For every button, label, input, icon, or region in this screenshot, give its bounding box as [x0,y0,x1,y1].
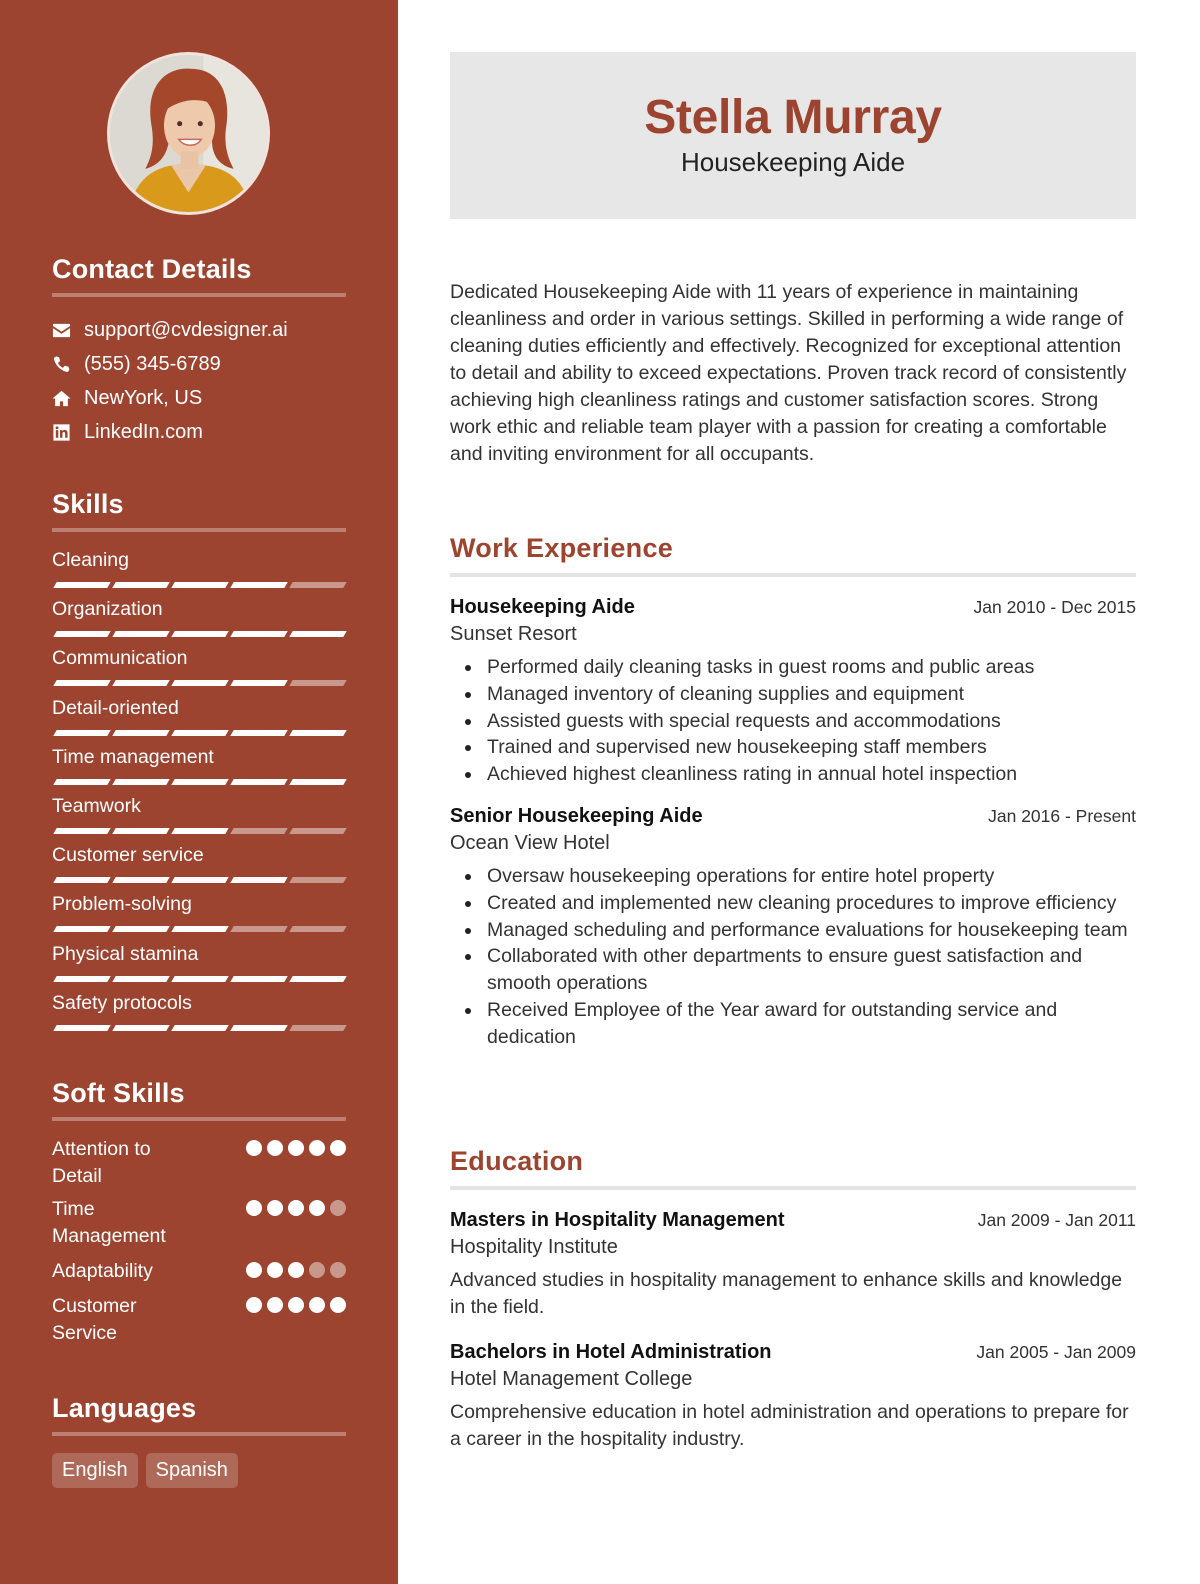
skill-label: Time management [52,745,214,768]
skill-segment-empty [289,1025,346,1031]
languages-section [52,1392,346,1488]
skill-segment-filled [53,1025,110,1031]
job-bullet: Managed inventory of cleaning supplies and equipment [450,681,1136,708]
skill-segment-filled [53,582,110,588]
rating-dot-filled [288,1297,304,1313]
skill-segment-filled [171,828,228,834]
home-icon [52,389,84,408]
skill-segment-filled [230,680,287,686]
skill-segment-filled [289,631,346,637]
soft-skill-label: Time Management [52,1198,166,1247]
contact-phone-text: (555) 345-6789 [84,352,221,375]
job-bullet: Managed scheduling and performance evaluations for housekeeping team [450,917,1136,944]
skill-segment-filled [112,976,169,982]
profile-photo-illustration [110,55,267,212]
job-entry [450,803,1136,1051]
education-entry [450,1339,1136,1453]
skill-segment-filled [53,631,110,637]
rating-dot-filled [246,1297,262,1313]
rating-dot-filled [267,1140,283,1156]
skill-segment-filled [112,631,169,637]
job-bullet: Created and implemented new cleaning procedures to improve efficiency [450,890,1136,917]
skill-segment-filled [230,877,287,883]
job-company: Sunset Resort [450,623,577,645]
skill-segment-filled [171,582,228,588]
job-entry [450,594,1136,788]
rating-dot-filled [267,1200,283,1216]
education-section [450,1145,1136,1453]
skill-segment-filled [112,680,169,686]
education-description: Comprehensive education in hotel administration and operations to prepare for a career in the hospitality industry. [450,1401,1129,1450]
skill-bar [53,631,347,637]
skill-item [52,839,346,888]
contact-location-text: NewYork, US [84,386,203,409]
envelope-icon [52,321,84,340]
skill-segment-empty [289,828,346,834]
rating-dot-filled [330,1297,346,1313]
soft-skill-rating [246,1200,346,1216]
skill-segment-filled [112,582,169,588]
skill-label: Problem-solving [52,893,192,916]
job-bullet: Performed daily cleaning tasks in guest rooms and public areas [450,654,1136,681]
skill-item [52,888,346,937]
job-dates: Jan 2016 - Present [988,805,1136,826]
education-school: Hotel Management College [450,1368,693,1390]
skill-segment-filled [230,631,287,637]
skill-segment-filled [112,877,169,883]
skill-item [52,544,346,593]
skill-label: Organization [52,598,163,621]
skill-segment-filled [230,976,287,982]
language-chip: Spanish [146,1453,238,1488]
skill-segment-empty [289,582,346,588]
soft-skills-title: Soft Skills [52,1077,346,1121]
rating-dot-filled [309,1297,325,1313]
rating-dot-filled [309,1140,325,1156]
job-bullet: Assisted guests with special requests and accommodations [450,708,1136,735]
skills-title: Skills [52,488,346,532]
job-title: Housekeeping Aide [450,596,635,618]
contact-list [52,313,346,449]
skill-item [52,692,346,741]
resume-header [450,52,1136,219]
rating-dot-filled [309,1200,325,1216]
skills-list [52,544,346,1036]
skill-segment-filled [53,730,110,736]
skill-segment-filled [230,730,287,736]
skill-segment-filled [230,779,287,785]
skill-segment-filled [230,1025,287,1031]
skill-segment-filled [112,779,169,785]
job-bullet: Collaborated with other departments to ensure guest satisfaction and smooth operations [450,943,1136,997]
skill-bar [53,926,347,932]
education-degree: Bachelors in Hotel Administration [450,1341,772,1363]
skill-segment-empty [230,926,287,932]
rating-dot-empty [330,1200,346,1216]
skill-segment-filled [53,779,110,785]
languages-list [52,1453,346,1488]
skill-label: Customer service [52,844,204,867]
skill-segment-filled [171,877,228,883]
skill-segment-filled [171,779,228,785]
soft-skill-item [52,1196,346,1258]
rating-dot-filled [288,1262,304,1278]
contact-section [52,253,346,449]
language-chip: English [52,1453,138,1488]
skill-segment-filled [112,1025,169,1031]
education-entry [450,1207,1136,1321]
skill-item [52,938,346,987]
rating-dot-empty [330,1262,346,1278]
contact-phone[interactable] [52,347,346,381]
job-bullets [450,863,1136,1051]
soft-skills-list [52,1136,346,1353]
skill-segment-filled [171,976,228,982]
profile-photo [107,52,270,215]
skill-item [52,741,346,790]
skill-segment-filled [171,1025,228,1031]
job-bullets [450,654,1136,788]
education-dates: Jan 2005 - Jan 2009 [976,1342,1136,1362]
contact-location [52,381,346,415]
skill-segment-filled [230,582,287,588]
skills-section [52,488,346,1036]
linkedin-icon [52,423,84,442]
job-bullet: Oversaw housekeeping operations for entire hotel property [450,863,1136,890]
job-dates: Jan 2010 - Dec 2015 [973,597,1136,617]
soft-skill-rating [246,1262,346,1278]
skill-segment-filled [171,631,228,637]
job-bullet: Achieved highest cleanliness rating in annual hotel inspection [450,761,1136,788]
skill-segment-filled [171,730,228,736]
rating-dot-filled [330,1140,346,1156]
job-company: Ocean View Hotel [450,831,610,854]
soft-skill-item [52,1293,346,1353]
soft-skill-label: Attention to Detail [52,1138,151,1187]
soft-skill-rating [246,1140,346,1156]
work-section [450,532,1136,1051]
skill-segment-filled [171,680,228,686]
education-school: Hospitality Institute [450,1236,618,1258]
skill-label: Detail-oriented [52,696,179,719]
skill-segment-filled [53,680,110,686]
soft-skill-rating [246,1297,346,1313]
contact-linkedin-text: LinkedIn.com [84,420,203,443]
skill-bar [53,680,347,686]
soft-skill-label: Adaptability [52,1260,153,1282]
soft-skills-section [52,1077,346,1353]
rating-dot-filled [267,1297,283,1313]
skill-segment-empty [289,680,346,686]
skill-segment-filled [112,926,169,932]
rating-dot-filled [246,1200,262,1216]
skill-label: Teamwork [52,794,141,817]
skill-segment-filled [289,976,346,982]
skill-segment-filled [53,828,110,834]
skill-bar [53,877,347,883]
skill-segment-filled [171,926,228,932]
education-title: Education [450,1145,1136,1190]
candidate-title: Housekeeping Aide [680,147,906,177]
skill-segment-empty [289,926,346,932]
languages-title: Languages [52,1392,346,1436]
skill-item [52,790,346,839]
skill-segment-filled [53,976,110,982]
soft-skill-label: Customer Service [52,1295,137,1344]
rating-dot-empty [309,1262,325,1278]
soft-skill-item [52,1258,346,1293]
skill-segment-filled [112,828,169,834]
phone-icon [52,355,84,374]
rating-dot-filled [246,1262,262,1278]
skill-bar [53,582,347,588]
skill-bar [53,976,347,982]
candidate-name: Stella Murray [644,91,942,144]
education-description: Advanced studies in hospitality management to enhance skills and knowledge in the field. [450,1269,1123,1318]
skill-label: Physical stamina [52,942,199,965]
skill-segment-filled [289,779,346,785]
rating-dot-filled [246,1140,262,1156]
job-bullet: Received Employee of the Year award for outstanding service and dedication [450,997,1136,1051]
skill-label: Cleaning [52,549,129,571]
skill-segment-filled [289,730,346,736]
contact-email[interactable] [52,313,346,347]
skill-bar [53,779,347,785]
summary-section [450,279,1136,468]
sidebar [0,0,398,1584]
contact-email-text: support@cvdesigner.ai [84,318,288,341]
work-title: Work Experience [450,532,1136,577]
contact-linkedin[interactable] [52,415,346,449]
skill-bar [53,1025,347,1031]
education-dates: Jan 2009 - Jan 2011 [977,1210,1136,1230]
skill-label: Communication [52,647,188,670]
rating-dot-filled [288,1140,304,1156]
skill-item [52,593,346,642]
skill-item [52,642,346,691]
skill-segment-filled [112,730,169,736]
skill-segment-empty [230,828,287,834]
skill-segment-filled [53,877,110,883]
contact-title: Contact Details [52,253,346,297]
skill-bar [53,828,347,834]
summary-text: Dedicated Housekeeping Aide with 11 years of experience in maintaining cleanliness and order in various settings. Skilled in performing a wide range of cleaning duties efficiently and effectively. Recognized for exceptional attention to detail and ability to exceed expectations. Proven track record of consistently achieving high cleanliness ratings and customer satisfaction scores. Strong work ethic and reliable team player with a passion for creating a comfortable and inviting environment for all occupants. [450,281,1127,465]
skill-bar [53,730,347,736]
skill-segment-empty [289,877,346,883]
skill-item [52,987,346,1036]
soft-skill-item [52,1136,346,1196]
job-title: Senior Housekeeping Aide [450,804,703,827]
skill-label: Safety protocols [52,991,192,1014]
job-bullet: Trained and supervised new housekeeping staff members [450,734,1136,761]
education-degree: Masters in Hospitality Management [450,1209,785,1231]
skill-segment-filled [53,926,110,932]
rating-dot-filled [288,1200,304,1216]
rating-dot-filled [267,1262,283,1278]
